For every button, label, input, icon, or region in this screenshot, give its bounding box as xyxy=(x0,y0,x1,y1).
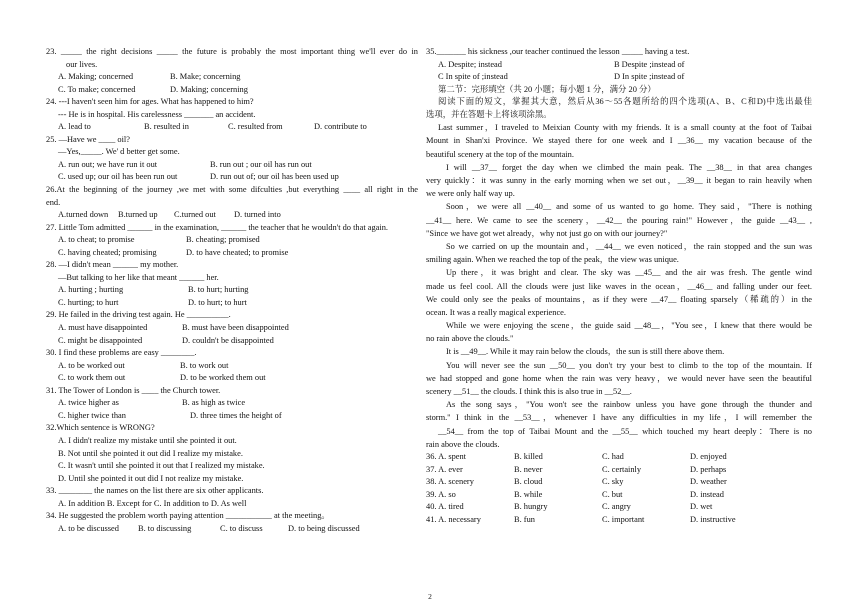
option-cell: D. weather xyxy=(690,477,727,487)
option-row xyxy=(426,489,812,502)
option-cell: C. used up; our oil has been run out xyxy=(58,172,178,182)
option-cell: D. three times the height of xyxy=(190,410,282,420)
option-cell: A. lead to xyxy=(58,122,91,132)
option-row xyxy=(46,372,418,385)
option-cell: D. turned into xyxy=(234,210,281,220)
text-line: C. It wasn't until she pointed it out that I realized my mistake. xyxy=(58,461,265,471)
option-cell: C. having cheated; promising xyxy=(58,247,157,257)
option-cell: B. resulted in xyxy=(144,122,189,132)
option-cell: A. must have disappointed xyxy=(58,323,148,333)
text-line: 28. —I didn't mean ______ my mother. xyxy=(46,260,179,270)
option-row xyxy=(46,322,418,335)
option-cell: D. contribute to xyxy=(314,122,367,132)
option-cell: A. to cheat; to promise xyxy=(58,235,135,245)
option-cell: B. to hurt; hurting xyxy=(188,285,249,295)
option-cell: A. to be worked out xyxy=(58,360,125,370)
option-row xyxy=(46,360,418,373)
option-cell: C. had xyxy=(602,451,624,461)
option-cell: C In spite of ;instead xyxy=(438,72,508,82)
text-line: —Yes,_____. We' d better get some. xyxy=(58,147,180,157)
text-line: 34. He suggested the problem worth paying attention ___________ at the meeting。 xyxy=(46,511,330,521)
option-row xyxy=(426,514,812,527)
option-cell: D. enjoyed xyxy=(690,451,727,461)
option-cell: B. hungry xyxy=(514,502,548,512)
text-line: B. Not until she pointed it out did I realize my mistake. xyxy=(58,448,243,458)
text-line: 25. —Have we ____ oil? xyxy=(46,134,130,144)
passage-line: We could only see the peaks of mountains，as if they were __47__ floating sparsely（稀疏的）in the xyxy=(426,294,812,304)
option-cell: C. important xyxy=(602,514,645,524)
text-line: 第二节：完形填空（共 20 小题；每小题 1 分，满分 20 分） xyxy=(438,84,656,94)
option-cell: B. Make; concerning xyxy=(170,72,241,82)
option-row xyxy=(46,71,418,84)
passage-line: "Since we have got wet already，why not just go on with our journey?" xyxy=(426,228,668,238)
passage-line: no rain above the clouds." xyxy=(426,334,514,344)
option-row xyxy=(46,171,418,184)
passage-line: __41__ here. We came to see the scenery，__42__ the pouring rain!" However，the guide __43__ , xyxy=(426,215,812,225)
option-cell: A. twice higher as xyxy=(58,398,119,408)
option-cell: B. cheating; promised xyxy=(186,235,260,245)
option-cell: D. to hurt; to hurt xyxy=(188,297,247,307)
option-cell: C. To make; concerned xyxy=(58,84,136,94)
passage-line: we were only half way up. xyxy=(426,189,515,199)
option-cell: 38. A. scenery xyxy=(426,477,474,487)
text-line: 29. He failed in the driving test again. He __________. xyxy=(46,310,231,320)
passage-line: It is __49__. While it may rain below the clouds，the sun is still there above them. xyxy=(446,347,725,357)
option-cell: D. couldn't be disappointed xyxy=(182,335,274,345)
text-line: 27. Little Tom admitted ______ in the examination, ______ the teacher that he wouldn't do that again. xyxy=(46,222,388,232)
option-row xyxy=(46,159,418,172)
passage-line: While we were enjoying the scene，the guide said __48__，"You see，I knew that there would be xyxy=(446,321,812,331)
text-line: A. I didn't realize my mistake until she pointed it out. xyxy=(58,435,237,445)
option-row xyxy=(46,284,418,297)
passage-line: Last summer，I traveled to Meixian County with my friends. It is a small county at the foot of Taibai xyxy=(438,123,812,133)
option-cell: B. never xyxy=(514,464,543,474)
option-cell: D. Making; concerning xyxy=(170,84,248,94)
option-row xyxy=(426,451,812,464)
option-cell: D. run out of; our oil has been used up xyxy=(210,172,339,182)
option-row xyxy=(46,397,418,410)
text-line: 24. ---I haven't seen him for ages. What has happened to him? xyxy=(46,97,254,107)
passage-line: Soon，we were all __40__ and some of us wanted to go home. They said，"There is nothing xyxy=(446,202,812,212)
option-cell: D. to be worked them out xyxy=(180,373,266,383)
passage-line: Up there，it was bright and clear. The sky was __45__ and the air was fresh. The gentle wind xyxy=(446,268,812,278)
text-line: --- He is in hospital. His carelessness _______ an accident. xyxy=(58,109,256,119)
option-cell: C. might be disappointed xyxy=(58,335,143,345)
option-row xyxy=(426,501,812,514)
option-cell: 37. A. ever xyxy=(426,464,463,474)
passage-line: scenery __51__ the clouds. I think this is also true in __52__. xyxy=(426,387,632,397)
option-cell: 41. A. necessary xyxy=(426,514,481,524)
option-cell: A. Despite; instead xyxy=(438,59,502,69)
option-cell: B. cloud xyxy=(514,477,543,487)
option-cell: B. to discussing xyxy=(138,523,192,533)
text-line: 23. _____ the right decisions _____ the future is probably the most important thing we'll ever do in xyxy=(46,47,418,56)
text-line: —But talking to her like that meant ______ her. xyxy=(58,272,219,282)
passage-line: storm." I think in the __53__，whenever I have any difficulties in my life，I will remember the xyxy=(426,413,812,423)
option-row xyxy=(426,59,812,72)
text-line: 35._______ his sickness ,our teacher continued the lesson _____ having a test. xyxy=(426,47,690,56)
passage-line: So we carried on up the mountain and，__44__ we even noticed，the rain stopped and the sun was xyxy=(446,241,812,251)
option-cell: C. hurting; to hurt xyxy=(58,297,119,307)
text-line: 阅读下面的短文，掌握其大意，然后从36～55各题所给的四个选项(A、B、C和D)中选出最佳 xyxy=(438,97,812,107)
option-cell: D. to being discussed xyxy=(288,523,360,533)
option-row xyxy=(426,464,812,477)
text-line: 选项，并在答题卡上将该项涂黑。 xyxy=(426,109,552,119)
option-cell: C. certainly xyxy=(602,464,642,474)
text-line: 32.Which sentence is WRONG? xyxy=(46,423,155,433)
option-cell: 36. A. spent xyxy=(426,451,467,461)
option-cell: B. run out ; our oil has run out xyxy=(210,159,312,169)
option-cell: A. Making; concerned xyxy=(58,72,134,82)
passage-line: I will __37__ forget the day when we climbed the main peak. The __38__ in that area changes xyxy=(446,162,812,172)
option-row xyxy=(46,297,418,310)
passage-line: made us feel cool. All the clouds were just like waves in the ocean，__46__ and falling under our feet. xyxy=(426,281,812,291)
option-cell: C. but xyxy=(602,489,623,499)
option-cell: B. fun xyxy=(514,514,535,524)
left-column xyxy=(46,46,418,535)
text-line: end. xyxy=(46,197,61,207)
passage-line: Mount in Shan'xi Province. We stayed there for one week and I __36__ my vacation because of the xyxy=(426,136,812,146)
option-cell: B. killed xyxy=(514,451,543,461)
option-cell: 39. A. so xyxy=(426,489,456,499)
option-cell: B Despite ;instead of xyxy=(614,59,685,69)
option-cell: 40. A. tired xyxy=(426,502,464,512)
option-row xyxy=(46,523,418,536)
option-cell: C. resulted from xyxy=(228,122,283,132)
option-row xyxy=(46,234,418,247)
text-line: our lives. xyxy=(66,59,98,69)
text-line: A. In addition B. Except for C. In addition to D. As well xyxy=(58,498,247,508)
passage-line: very quickly：it was sunny in the early morning when we set out，__39__ it began to rain heavily when xyxy=(426,176,812,186)
option-cell: D. instructive xyxy=(690,514,736,524)
option-cell: B. must have been disappointed xyxy=(182,323,289,333)
passage-line: we had stopped and gone home when the rain was very heavy，we would never have seen the beautiful xyxy=(426,373,812,383)
option-cell: B. to work out xyxy=(180,360,229,370)
text-line: 31. The Tower of London is ____ the Church tower. xyxy=(46,385,221,395)
passage-line: As the song says，"You won't see the rainbow unless you have gone through the thunder and xyxy=(446,400,812,410)
passage-line: rain above the clouds. xyxy=(426,439,500,449)
option-row xyxy=(426,476,812,489)
text-line: 30. I find these problems are easy ________. xyxy=(46,348,197,358)
option-row xyxy=(46,121,418,134)
option-cell: A. run out; we have run it out xyxy=(58,159,158,169)
option-cell: C.turned out xyxy=(174,210,216,220)
option-cell: B. while xyxy=(514,489,543,499)
option-row xyxy=(426,71,812,84)
passage-line: __54__ from the top of Taibai Mount and the __55__ which touched my heart deeply：There is no xyxy=(438,426,812,436)
option-cell: B.turned up xyxy=(118,210,158,220)
option-cell: D. to have cheated; to promise xyxy=(186,247,289,257)
option-cell: D. instead xyxy=(690,489,724,499)
option-row xyxy=(46,410,418,423)
option-row xyxy=(46,84,418,97)
option-cell: C. sky xyxy=(602,477,624,487)
text-line: 26.At the beginning of the journey ,we met with some difculties ,but everything ____ all right in the xyxy=(46,185,418,195)
option-cell: B. as high as twice xyxy=(182,398,246,408)
option-cell: D. wet xyxy=(690,502,713,512)
option-row xyxy=(46,247,418,260)
passage-line: You will never see the sun __50__ you don't try your best to climb to the top of the mountain. If xyxy=(446,360,812,370)
passage-line: ocean. It was a really magical experience. xyxy=(426,307,566,317)
text-line: 33. ________ the names on the list there are six other applicants. xyxy=(46,486,264,496)
option-row xyxy=(46,209,418,222)
option-cell: C. to work them out xyxy=(58,373,126,383)
option-cell: D In spite ;instead of xyxy=(614,72,685,82)
option-cell: A.turned down xyxy=(58,210,109,220)
option-cell: C. angry xyxy=(602,502,631,512)
option-cell: D. perhaps xyxy=(690,464,727,474)
right-column xyxy=(426,46,812,526)
passage-line: smiling again. When we reached the top of the peak，the view was unique. xyxy=(426,255,679,265)
option-row xyxy=(46,335,418,348)
option-cell: C. higher twice than xyxy=(58,410,126,420)
page-number: 2 xyxy=(428,592,432,601)
option-cell: A. to be discussed xyxy=(58,523,119,533)
text-line: D. Until she pointed it out did I not realize my mistake. xyxy=(58,473,244,483)
passage-line: beautiful scenery at the top of the mountain. xyxy=(426,149,574,159)
option-cell: A. hurting ; hurting xyxy=(58,285,124,295)
option-cell: C. to discuss xyxy=(220,523,263,533)
